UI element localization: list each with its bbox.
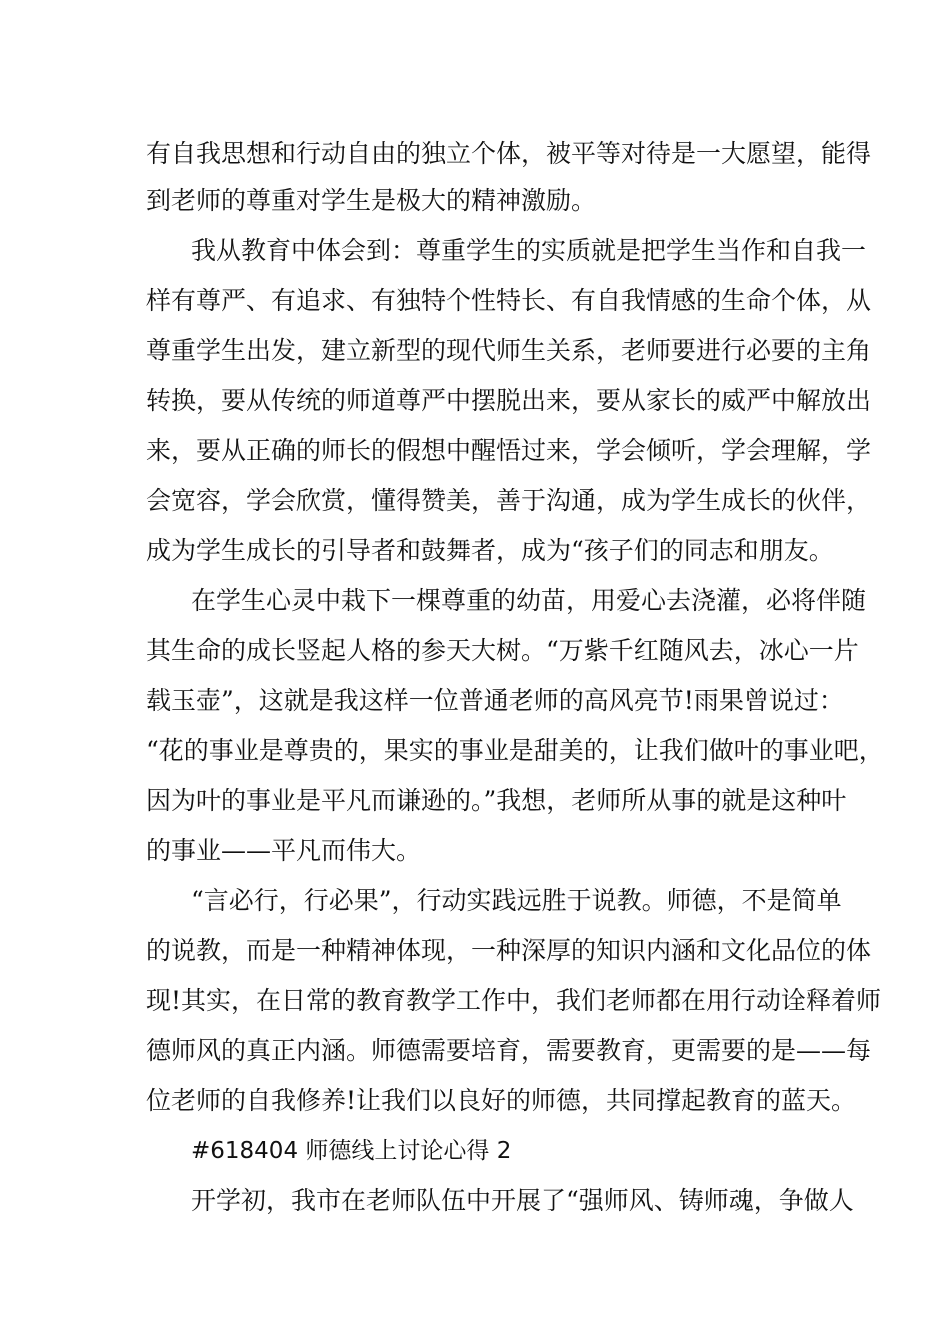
paragraph-3-line-4: “花的事业是尊贵的，果实的事业是甜美的，让我们做叶的事业吧，: [146, 736, 884, 765]
paragraph-2-line-6: 会宽容，学会欣赏，懂得赞美，善于沟通，成为学生成长的伙伴，: [146, 486, 872, 515]
paragraph-3-line-1: 在学生心灵中栽下一棵尊重的幼苗，用爱心去浇灌，必将伴随: [191, 586, 867, 615]
paragraph-2-line-5: 来，要从正确的师长的假想中醒悟过来，学会倾听，学会理解，学: [146, 436, 872, 465]
paragraph-2-line-4: 转换，要从传统的师道尊严中摆脱出来，要从家长的威严中解放出: [146, 386, 872, 415]
paragraph-3-line-3: 载玉壶”，这就是我这样一位普通老师的高风亮节!雨果曾说过：: [146, 686, 844, 715]
paragraph-2-line-1: 我从教育中体会到：尊重学生的实质就是把学生当作和自我一: [191, 236, 867, 265]
text-line-2: 到老师的尊重对学生是极大的精神激励。: [146, 186, 597, 215]
paragraph-4-line-3: 现!其实，在日常的教育教学工作中，我们老师都在用行动诠释着师: [146, 986, 882, 1015]
paragraph-4-line-1: “言必行，行必果”，行动实践远胜于说教。师德，不是简单: [191, 886, 842, 915]
paragraph-4-line-5: 位老师的自我修养!让我们以良好的师德，共同撑起教育的蓝天。: [146, 1086, 857, 1115]
paragraph-4-line-2: 的说教，而是一种精神体现，一种深厚的知识内涵和文化品位的体: [146, 936, 872, 965]
paragraph-2-line-7: 成为学生成长的引导者和鼓舞者，成为“孩子们的同志和朋友。: [146, 536, 834, 565]
section-heading: #618404 师德线上讨论心得 2: [191, 1138, 512, 1164]
paragraph-5-line-1: 开学初，我市在老师队伍中开展了“强师风、铸师魂，争做人: [191, 1186, 854, 1215]
paragraph-4-line-4: 德师风的真正内涵。师德需要培育，需要教育，更需要的是——每: [146, 1036, 872, 1065]
paragraph-3-line-2: 其生命的成长竖起人格的参天大树。“万紫千红随风去，冰心一片: [146, 636, 859, 665]
paragraph-2-line-3: 尊重学生出发，建立新型的现代师生关系，老师要进行必要的主角: [146, 336, 872, 365]
paragraph-2-line-2: 样有尊严、有追求、有独特个性特长、有自我情感的生命个体，从: [146, 286, 872, 315]
paragraph-3-line-6: 的事业——平凡而伟大。: [146, 836, 422, 865]
paragraph-3-line-5: 因为叶的事业是平凡而谦逊的。”我想，老师所从事的就是这种叶: [146, 786, 847, 815]
text-line-1: 有自我思想和行动自由的独立个体，被平等对待是一大愿望，能得: [146, 139, 872, 168]
